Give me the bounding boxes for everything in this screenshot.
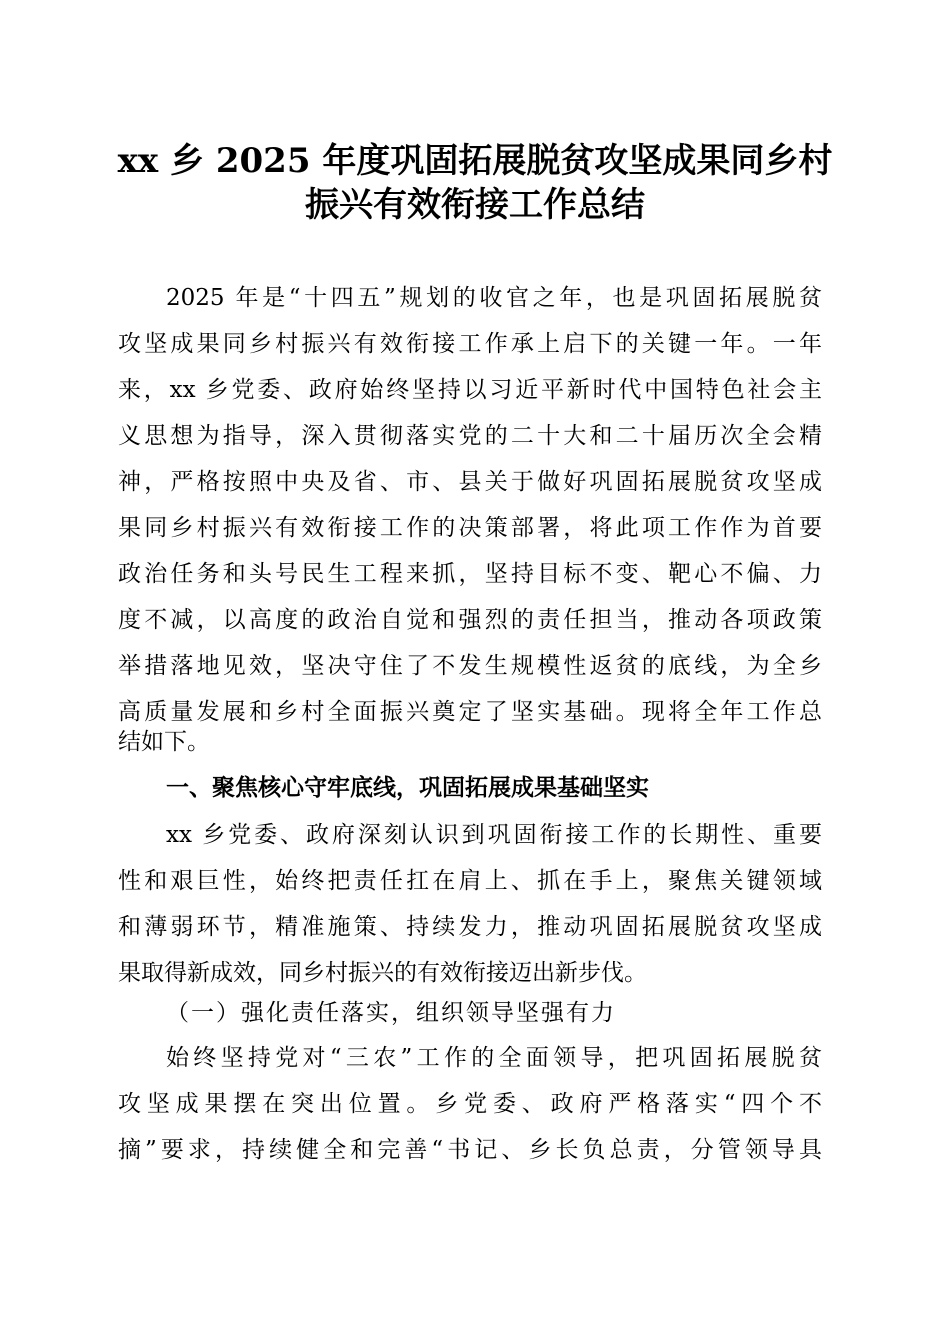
paragraph-line: xx 乡党委、政府深刻认识到巩固衔接工作的长期性、重要	[166, 822, 822, 848]
paragraph-line: 度不减，以高度的政治自觉和强烈的责任担当，推动各项政策	[118, 607, 822, 633]
paragraph-line: 高质量发展和乡村全面振兴奠定了坚实基础。现将全年工作总	[118, 699, 822, 725]
paragraph-line: 政治任务和头号民生工程来抓，坚持目标不变、靶心不偏、力	[118, 561, 822, 587]
paragraph-line: 来，xx 乡党委、政府始终坚持以习近平新时代中国特色社会主	[118, 377, 822, 403]
document-title-line-1: xx 乡 2025 年度巩固拓展脱贫攻坚成果同乡村	[117, 141, 833, 181]
paragraph-line: 神，严格按照中央及省、市、县关于做好巩固拓展脱贫攻坚成	[118, 469, 822, 495]
document-title-line-2: 振兴有效衔接工作总结	[305, 185, 645, 225]
paragraph-line: 攻坚成果同乡村振兴有效衔接工作承上启下的关键一年。一年	[118, 331, 822, 357]
paragraph-line: 性和艰巨性，始终把责任扛在肩上、抓在手上，聚焦关键领域	[118, 868, 822, 894]
section-heading-1: 一、聚焦核心守牢底线，巩固拓展成果基础坚实	[166, 775, 649, 801]
paragraph-line: 始终坚持党对“三农”工作的全面领导，把巩固拓展脱贫	[166, 1045, 822, 1071]
paragraph-line: 举措落地见效，坚决守住了不发生规模性返贫的底线，为全乡	[118, 653, 822, 679]
paragraph-line: 果取得新成效，同乡村振兴的有效衔接迈出新步伐。	[118, 960, 647, 986]
subsection-heading-1: （一）强化责任落实，组织领导坚强有力	[166, 1000, 616, 1026]
paragraph-line: 义思想为指导，深入贯彻落实党的二十大和二十届历次全会精	[118, 423, 822, 449]
paragraph-line: 摘”要求，持续健全和完善“书记、乡长负总责，分管领导具	[118, 1137, 822, 1163]
paragraph-line: 攻坚成果摆在突出位置。乡党委、政府严格落实“四个不	[118, 1091, 822, 1117]
paragraph-line: 果同乡村振兴有效衔接工作的决策部署，将此项工作作为首要	[118, 515, 822, 541]
paragraph-line: 2025 年是“十四五”规划的收官之年，也是巩固拓展脱贫	[166, 285, 822, 311]
paragraph-line: 结如下。	[118, 729, 210, 755]
paragraph-line: 和薄弱环节，精准施策、持续发力，推动巩固拓展脱贫攻坚成	[118, 914, 822, 940]
